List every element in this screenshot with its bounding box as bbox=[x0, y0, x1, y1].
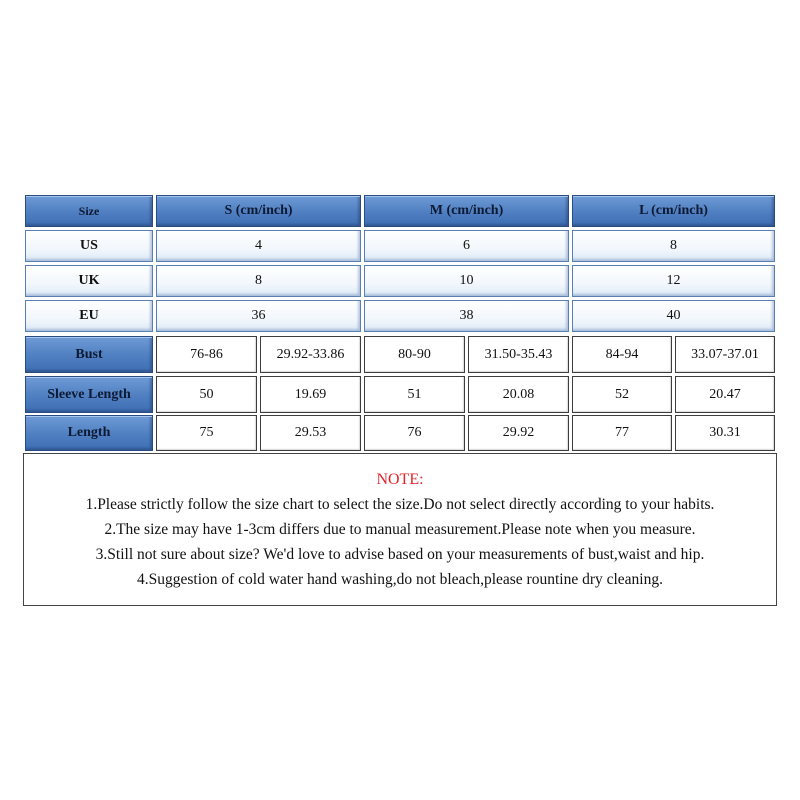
sleeve-l-inch: 20.47 bbox=[675, 376, 775, 413]
eu-m: 38 bbox=[364, 300, 569, 332]
header-m: M (cm/inch) bbox=[364, 195, 569, 227]
length-m-cm: 76 bbox=[364, 415, 465, 451]
bust-l-inch: 33.07-37.01 bbox=[675, 336, 775, 373]
header-s: S (cm/inch) bbox=[156, 195, 361, 227]
notes-box bbox=[23, 453, 777, 606]
row-label-sleeve-length: Sleeve Length bbox=[25, 376, 153, 413]
eu-l: 40 bbox=[572, 300, 775, 332]
uk-l: 12 bbox=[572, 265, 775, 297]
us-s: 4 bbox=[156, 230, 361, 262]
row-label-bust: Bust bbox=[25, 336, 153, 373]
sleeve-s-inch: 19.69 bbox=[260, 376, 361, 413]
sleeve-m-cm: 51 bbox=[364, 376, 465, 413]
header-size: Size bbox=[25, 195, 153, 227]
row-label-length: Length bbox=[25, 415, 153, 451]
uk-m: 10 bbox=[364, 265, 569, 297]
length-m-inch: 29.92 bbox=[468, 415, 569, 451]
note-title: NOTE: bbox=[376, 471, 424, 488]
size-chart bbox=[23, 193, 777, 606]
length-s-inch: 29.53 bbox=[260, 415, 361, 451]
row-label-eu: EU bbox=[25, 300, 153, 332]
sleeve-m-inch: 20.08 bbox=[468, 376, 569, 413]
eu-s: 36 bbox=[156, 300, 361, 332]
header-l: L (cm/inch) bbox=[572, 195, 775, 227]
bust-m-cm: 80-90 bbox=[364, 336, 465, 373]
us-l: 8 bbox=[572, 230, 775, 262]
bust-l-cm: 84-94 bbox=[572, 336, 672, 373]
uk-s: 8 bbox=[156, 265, 361, 297]
note-line-4: 4.Suggestion of cold water hand washing,do not bleach,please rountine dry cleaning. bbox=[136, 571, 663, 588]
length-s-cm: 75 bbox=[156, 415, 257, 451]
length-l-cm: 77 bbox=[572, 415, 672, 451]
row-label-us: US bbox=[25, 230, 153, 262]
sleeve-l-cm: 52 bbox=[572, 376, 672, 413]
bust-m-inch: 31.50-35.43 bbox=[468, 336, 569, 373]
row-label-uk: UK bbox=[25, 265, 153, 297]
note-line-3: 3.Still not sure about size? We'd love to advise based on your measurements of bust,waist and hip. bbox=[95, 546, 705, 563]
note-line-2: 2.The size may have 1-3cm differs due to manual measurement.Please note when you measure. bbox=[104, 521, 696, 538]
sleeve-s-cm: 50 bbox=[156, 376, 257, 413]
length-l-inch: 30.31 bbox=[675, 415, 775, 451]
bust-s-inch: 29.92-33.86 bbox=[260, 336, 361, 373]
bust-s-cm: 76-86 bbox=[156, 336, 257, 373]
note-line-1: 1.Please strictly follow the size chart to select the size.Do not select directly according to your habits. bbox=[85, 496, 715, 513]
us-m: 6 bbox=[364, 230, 569, 262]
